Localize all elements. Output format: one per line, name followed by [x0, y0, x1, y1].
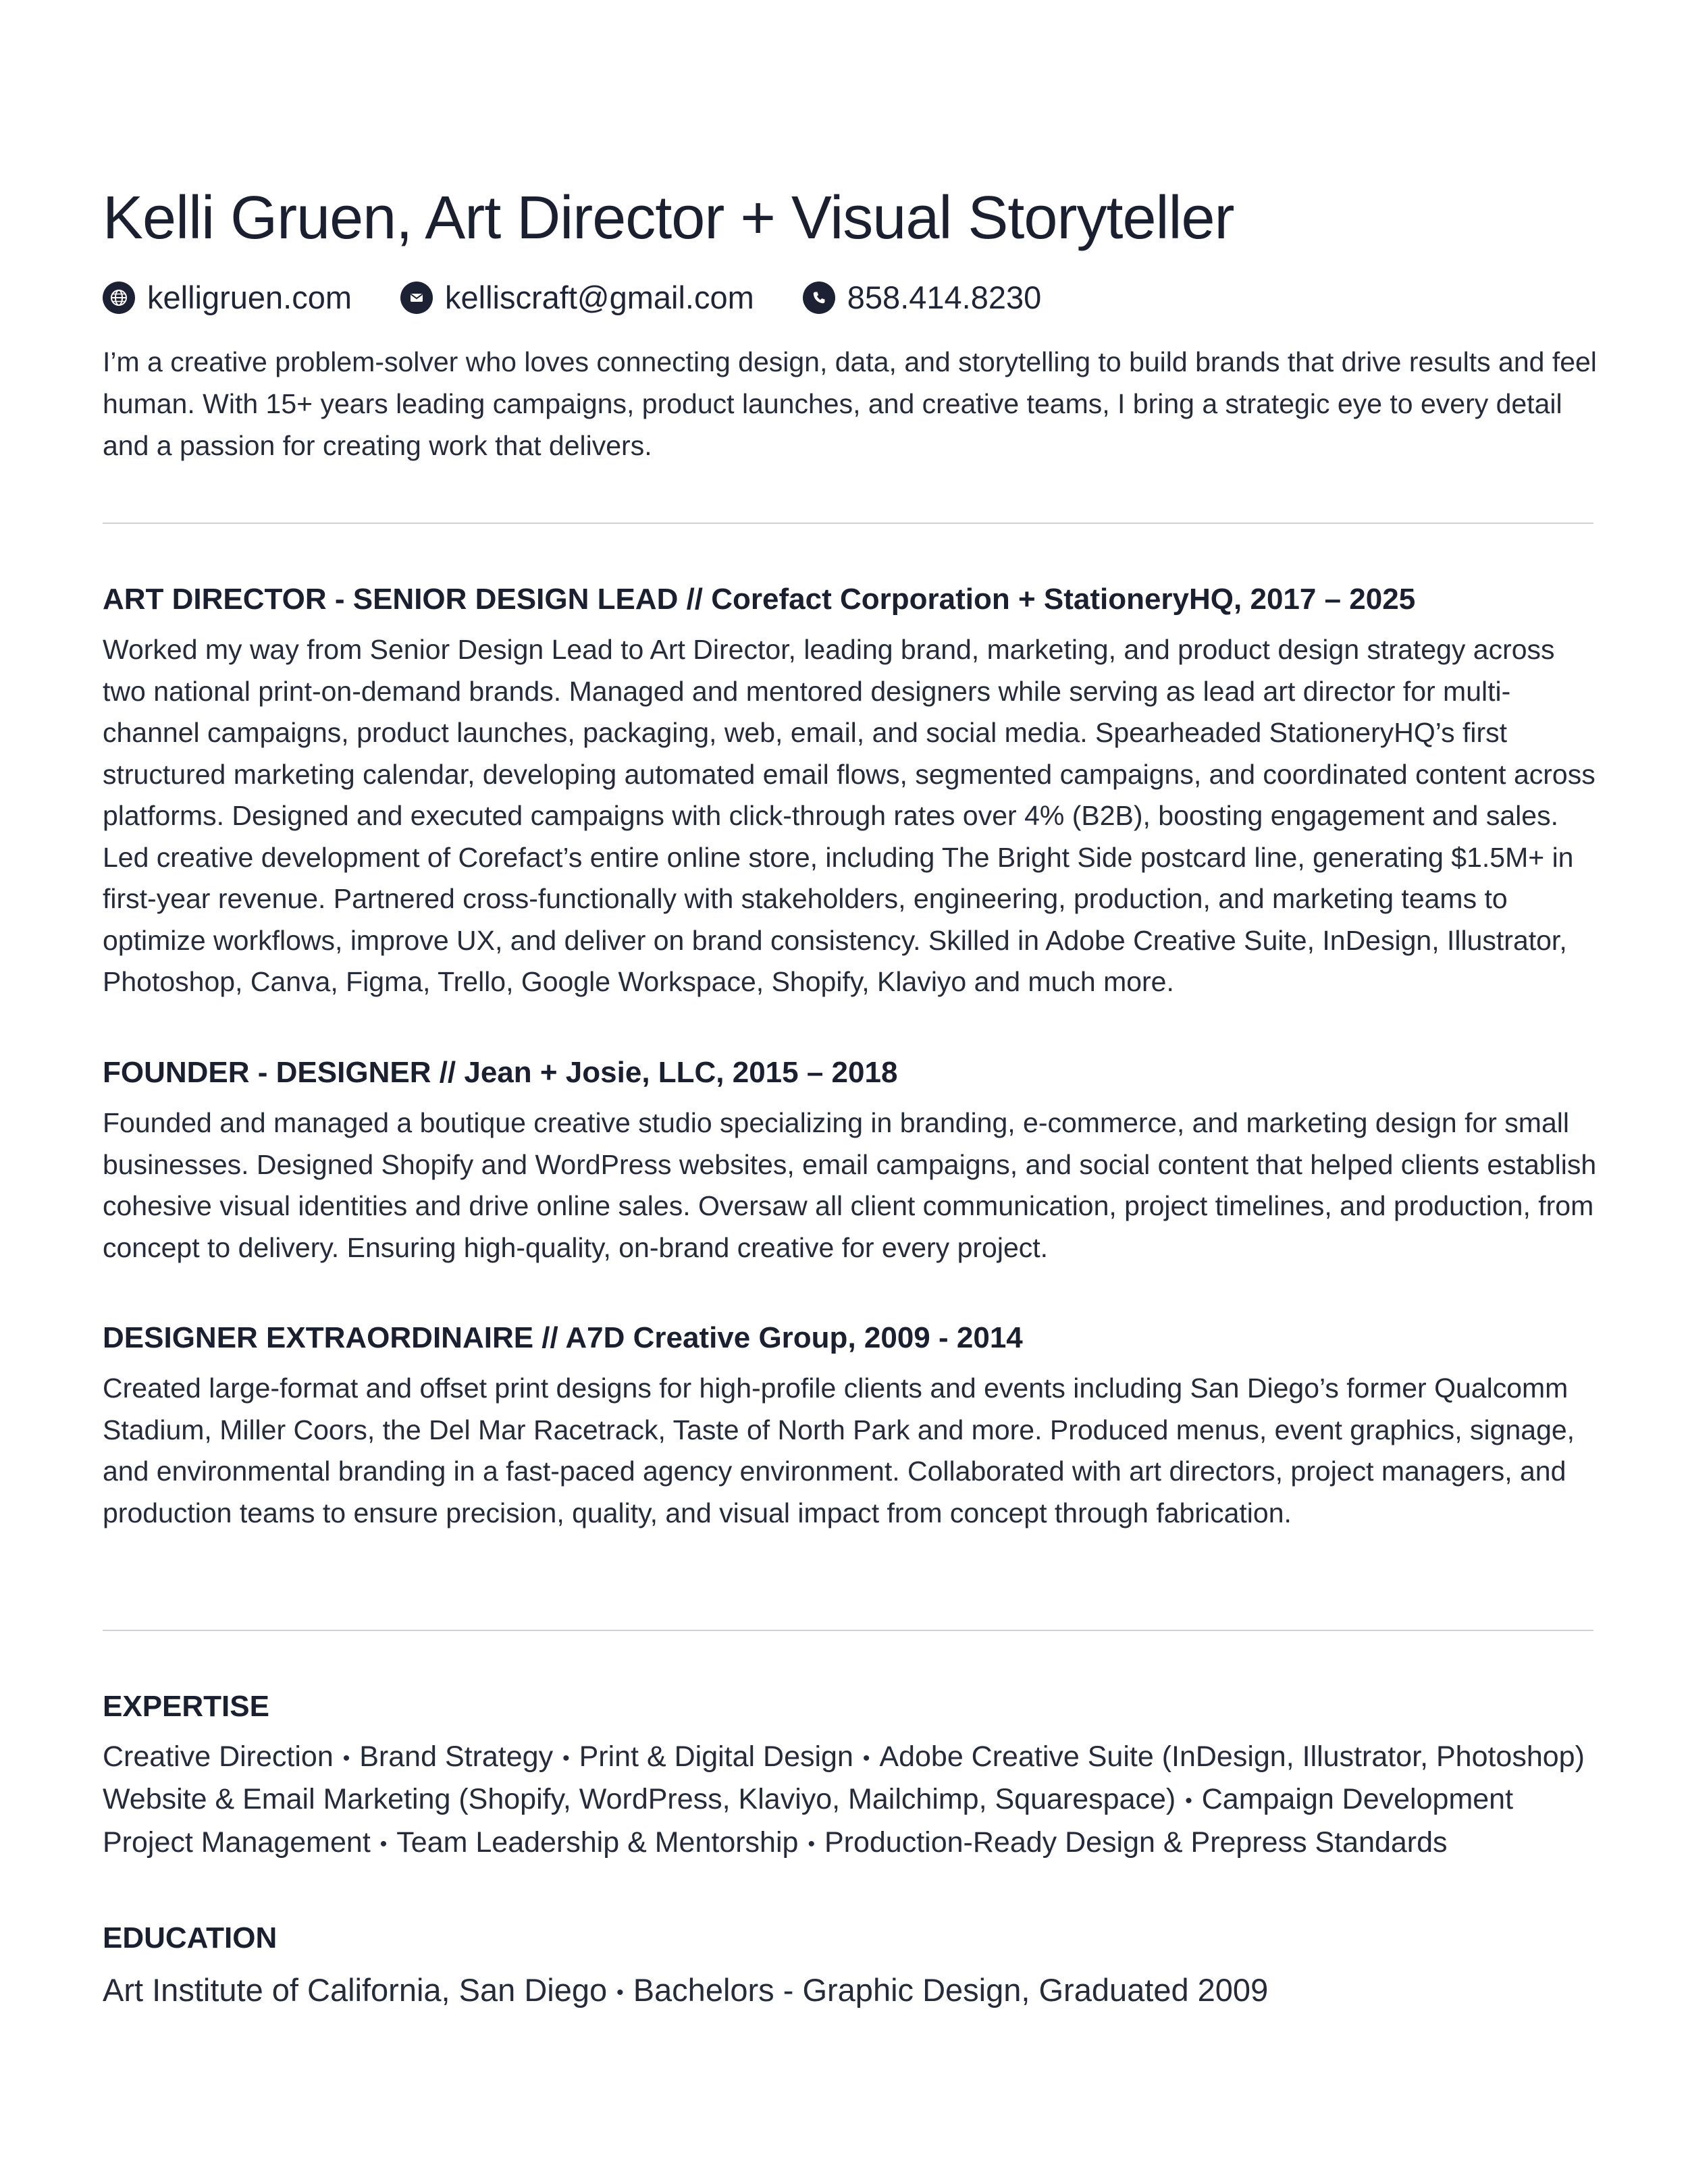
resume-name-title: Kelli Gruen, Art Director + Visual Storyteller — [103, 184, 1234, 252]
job-description-art-director: Worked my way from Senior Design Lead to Art Director, leading brand, marketing, and product design strategy across two national print-on-demand brands. Managed and mentored designers while serving as lead art director for multi-channel campaigns, product launches, packaging, web, email, and social media. Spearheaded StationeryHQ’s first structured marketing calendar, developing automated email flows, segmented campaigns, and coordinated content across platforms. Designed and executed campaigns with click-through rates over 4% (B2B), boosting engagement and sales. Led creative development of Corefact’s entire online store, including The Bright Side postcard line, generating $1.5M+ in first-year revenue. Partnered cross-functionally with stakeholders, engineering, production, and marketing teams to optimize workflows, improve UX, and deliver on brand consistency. Skilled in Adobe Creative Suite, InDesign, Illustrator, Photoshop, Canva, Figma, Trello, Google Workspace, Shopify, Klaviyo and much more. — [103, 634, 1595, 997]
job-description-designer: Created large-format and offset print designs for high-profile clients and events including San Diego’s former Qualcomm Stadium, Miller Coors, the Del Mar Racetrack, Taste of North Park and more. Produced menus, event graphics, signage, and environmental branding in a fast-paced agency environment. Collaborated with art directors, project managers, and production teams to ensure precision, quality, and visual impact from concept through fabrication. — [103, 1373, 1575, 1528]
mail-icon — [400, 282, 433, 314]
website-contact[interactable] — [103, 279, 352, 317]
expertise-item: Production-Ready Design & Prepress Standards — [824, 1826, 1448, 1859]
bullet-separator: • — [562, 1747, 570, 1769]
website-link[interactable]: kelligruen.com — [147, 279, 352, 315]
contact-row — [103, 279, 1090, 317]
expertise-heading: EXPERTISE — [103, 1690, 269, 1723]
phone-icon — [803, 282, 835, 314]
email-link[interactable]: kelliscraft@gmail.com — [445, 279, 754, 315]
expertise-item: Print & Digital Design — [579, 1740, 853, 1773]
job-title-designer: DESIGNER EXTRAORDINAIRE // A7D Creative Group, 2009 - 2014 — [103, 1321, 1023, 1354]
expertise-item: Team Leadership & Mentorship — [396, 1826, 799, 1859]
email-contact[interactable] — [400, 279, 754, 317]
bullet-separator: • — [808, 1832, 815, 1855]
section-divider — [103, 1630, 1593, 1631]
expertise-item: Campaign Development — [1201, 1783, 1514, 1816]
education-entry — [103, 1969, 1268, 2014]
expertise-item: Brand Strategy — [359, 1740, 554, 1773]
job-title-art-director: ART DIRECTOR - SENIOR DESIGN LEAD // Corefact Corporation + StationeryHQ, 2017 – 2025 — [103, 583, 1416, 616]
expertise-line — [103, 1779, 1602, 1821]
bullet-separator: • — [342, 1747, 350, 1769]
education-heading: EDUCATION — [103, 1921, 278, 1954]
bullet-separator: • — [379, 1832, 388, 1855]
education-school: Art Institute of California, San Diego — [103, 1972, 608, 2008]
expertise-line — [103, 1822, 1602, 1865]
bullet-separator: • — [862, 1747, 870, 1769]
expertise-item: Creative Direction — [103, 1740, 334, 1773]
expertise-item: Website & Email Marketing (Shopify, WordPress, Klaviyo, Mailchimp, Squarespace) — [103, 1783, 1176, 1816]
section-divider — [103, 523, 1593, 524]
bullet-separator: • — [616, 1981, 624, 2004]
education-degree: Bachelors - Graphic Design, Graduated 2009 — [633, 1972, 1269, 2008]
phone-contact[interactable] — [803, 279, 1042, 317]
bullet-separator: • — [1185, 1790, 1192, 1813]
job-title-founder: FOUNDER - DESIGNER // Jean + Josie, LLC, 2015 – 2018 — [103, 1056, 898, 1089]
expertise-line — [103, 1736, 1602, 1779]
globe-icon — [103, 282, 135, 314]
job-description-founder: Founded and managed a boutique creative studio specializing in branding, e-commerce, and marketing design for small businesses. Designed Shopify and WordPress websites, email campaigns, and social content that helped clients establish cohesive visual identities and drive online sales. Oversaw all client communication, project timelines, and production, from concept to delivery. Ensuring high-quality, on-brand creative for every project. — [103, 1107, 1597, 1263]
phone-link[interactable]: 858.414.8230 — [847, 279, 1042, 315]
expertise-list — [103, 1736, 1602, 1865]
intro-summary: I’m a creative problem-solver who loves connecting design, data, and storytelling to build brands that drive results and feel human. With 15+ years leading campaigns, product launches, and creative teams, I bring a strategic eye to every detail and a passion for creating work that delivers. — [103, 346, 1597, 461]
expertise-item: Project Management — [103, 1826, 371, 1859]
expertise-item: Adobe Creative Suite (InDesign, Illustrator, Photoshop) — [879, 1740, 1585, 1773]
